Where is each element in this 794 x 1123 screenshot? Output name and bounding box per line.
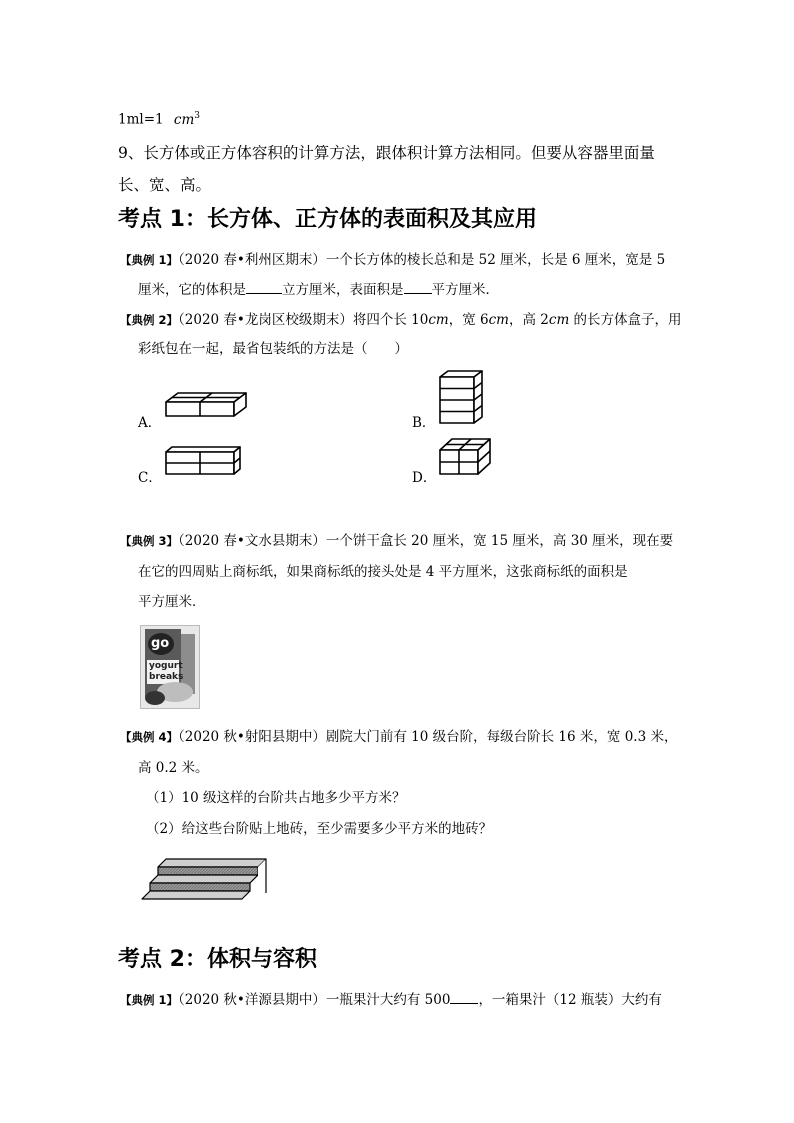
photo-text-line2: breaks <box>149 672 184 682</box>
ex1-text2a: 厘米，它的体积是 <box>138 282 246 298</box>
unit-superscript: 3 <box>194 111 201 121</box>
ex3-line2: 在它的四周贴上商标纸，如果商标纸的接头处是 4 平方厘米，这张商标纸的面积是 <box>138 564 628 580</box>
ex1-text2c: 平方厘米． <box>431 282 499 298</box>
option-d-label: D． <box>412 470 437 486</box>
section2-heading: 考点 2：体积与容积 <box>118 947 317 972</box>
ex1-blank-volume <box>246 279 282 294</box>
ex1-text1: （2020 春•利州区期末）一个长方体的棱长总和是 52 厘米，长是 6 厘米，宽是 5 <box>178 252 666 268</box>
ex3-line1 <box>120 532 673 550</box>
ex4-question2: （2）给这些台阶贴上地砖，至少需要多少平方米的地砖？ <box>146 821 493 837</box>
ex2-text1c: ，高 2 <box>509 312 549 328</box>
ex1-text2b: 立方厘米，表面积是 <box>282 282 404 298</box>
ex4-tag: 【典例 4】 <box>120 730 179 744</box>
ex5-blank-unit <box>450 989 478 1004</box>
ex2-text1a: （2020 春•龙岗区校级期末）将四个长 10 <box>178 312 429 328</box>
photo-text-line1: yogurt <box>149 661 183 671</box>
ex2-line1 <box>120 311 682 329</box>
ex5-text1a: （2020 秋•洋源县期中）一瓶果汁大约有 500 <box>178 992 451 1008</box>
ex2-text1d: 的长方体盒子，用 <box>569 312 682 328</box>
section1-heading: 考点 1：长方体、正方体的表面积及其应用 <box>118 207 537 232</box>
option-b-figure <box>436 368 486 428</box>
unit-conversion-line <box>118 107 200 129</box>
ex5-tag: 【典例 1】 <box>120 993 179 1007</box>
ex2-unit3: cm <box>548 312 570 328</box>
option-a-figure <box>160 390 250 426</box>
photo-brand-text: go <box>151 636 170 651</box>
ex4-text1: （2020 秋•射阳县期中）剧院大门前有 10 级台阶，每级台阶长 16 米，宽 0.3 米， <box>178 729 678 745</box>
ex1-blank-area <box>404 279 432 294</box>
ex2-line2: 彩纸包在一起，最省包装纸的方法是（ ） <box>138 341 408 357</box>
item9-line1: 9、长方体或正方体容积的计算方法，跟体积计算方法相同。但要从容器里面量 <box>118 144 655 162</box>
ex1-line2 <box>138 279 499 299</box>
option-c-figure <box>160 444 244 478</box>
ex2-text1b: ，宽 6 <box>448 312 489 328</box>
ex3-tag: 【典例 3】 <box>120 534 179 548</box>
ex2-tag: 【典例 2】 <box>120 313 179 327</box>
ex5-line1 <box>120 989 662 1009</box>
ex4-question1: （1）10 级这样的台阶共占地多少平方米？ <box>146 790 406 806</box>
ex3-line3: 平方厘米． <box>138 594 206 610</box>
unit-cm: cm <box>173 111 195 128</box>
ex1-tag: 【典例 1】 <box>120 253 179 267</box>
ex5-text1b: ，一箱果汁（12 瓶装）大约有 <box>478 992 662 1008</box>
item9-line2: 长、宽、高。 <box>118 176 212 194</box>
stairs-figure <box>140 853 274 901</box>
ex4-line1 <box>120 728 677 746</box>
unit-conversion-left: 1ml=1 <box>118 111 164 128</box>
option-b-label: B． <box>412 415 436 431</box>
option-c-label: C． <box>138 470 162 486</box>
option-d-figure <box>436 436 494 478</box>
option-a-label: A． <box>138 415 162 431</box>
ex2-unit1: cm <box>428 312 449 328</box>
ex2-unit2: cm <box>488 312 509 328</box>
ex1-line1 <box>120 251 665 269</box>
ex4-line2: 高 0.2 米。 <box>138 760 209 776</box>
ex3-text1: （2020 春•文水县期末）一个饼干盒长 20 厘米，宽 15 厘米，高 30 厘米，现在要 <box>178 533 674 549</box>
biscuit-box-photo <box>140 625 200 709</box>
